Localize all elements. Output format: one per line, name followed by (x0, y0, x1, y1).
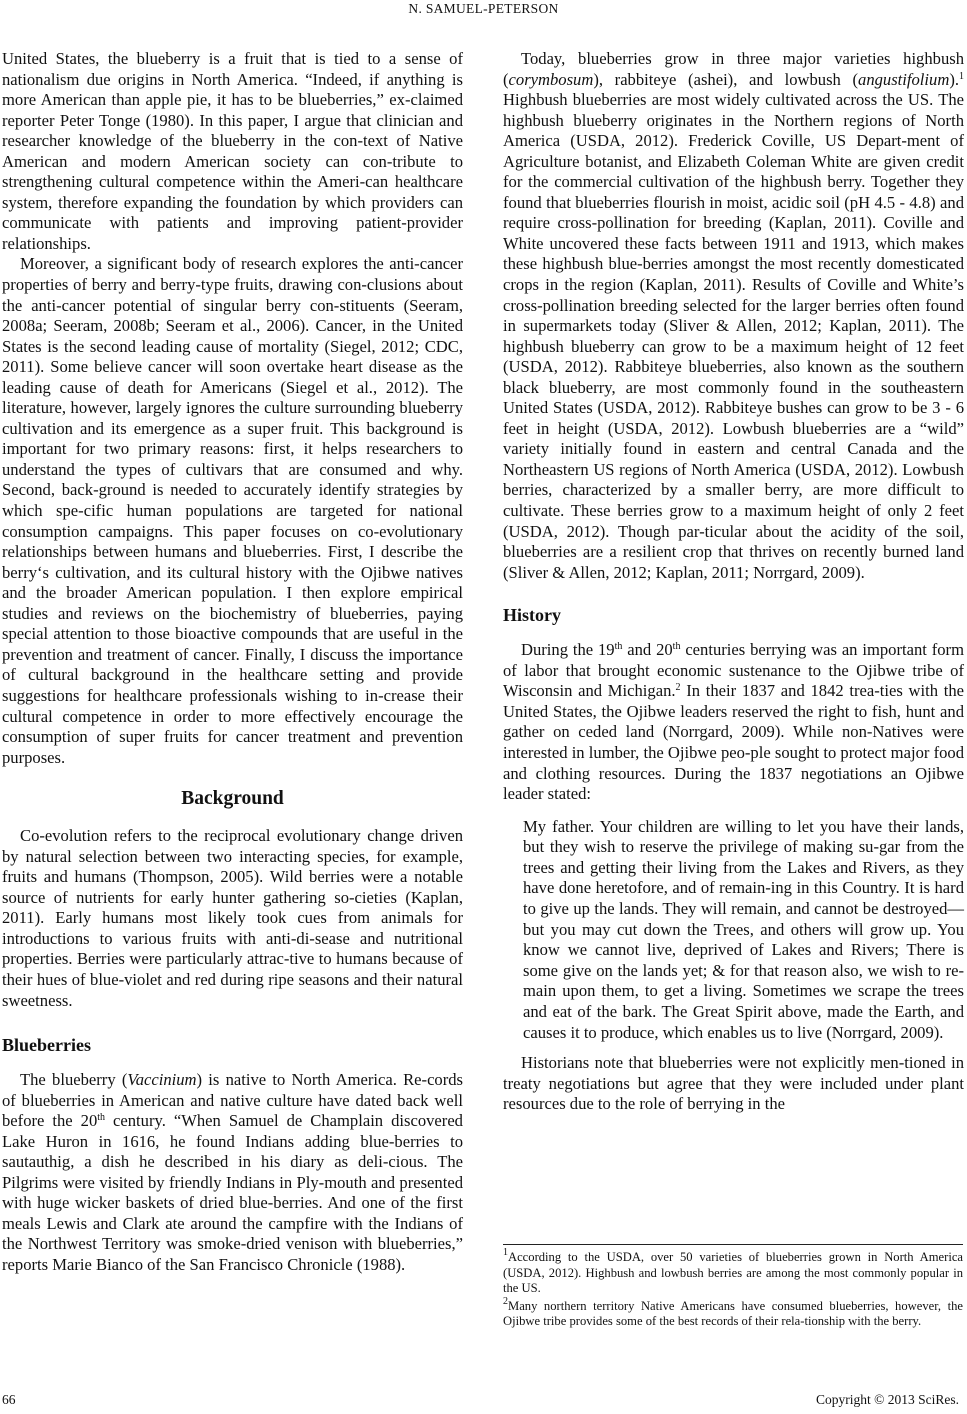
blueberry-history-paragraph: The blueberry (Vaccinium) is native to North America. Re-cords of blueberries in American and native culture have dated back well before the 20th century. “When Samuel de Champlain discovered Lake Huron in 1616, he found Indians adding blue-berries to sautauthig, a dish he described in his diary as deli-cious. The Pilgrims were visited by friendly Indians in Ply-mouth and presented with huge wicker baskets of dried blue-berries. And one of the first meals Lewis and Clark ate around the campfire with the Indians of the Northwest Territory was smoke-dried venison with blueberries,” reports Marie Bianco of the San Francisco Chronicle (1988). (2, 1070, 464, 1274)
history-heading: History (503, 605, 561, 626)
blueberries-heading: Blueberries (2, 1035, 91, 1056)
footnotes (503, 1247, 963, 1330)
copyright-notice: Copyright © 2013 SciRes. (815, 1392, 959, 1407)
left-column (2, 49, 463, 1276)
footnote-marker-1: 1 (959, 70, 964, 82)
footnote-divider (503, 1244, 963, 1245)
right-column (503, 49, 964, 1115)
anti-cancer-paragraph: Moreover, a significant body of research explores the anti-cancer properties of berry and berry-type fruits, drawing con-clusions about the anti-cancer potential of singular berry con-stituents (Seeram, 2008a; Seeram, 2008b; Seeram et al., 2006). Cancer, in the United States is the second leading cause of mortality (Siegel, 2012; CDC, 2011). Some believe cancer will soon overtake heart disease as the leading cause of death for Americans (Siegel et al., 2012). The literature, however, largely ignores the culture surrounding blueberry cultivation and its emergence as a super fruit. This background is important for two primary reasons: first, it helps researchers to understand the types of cultivars that are consumed and why. Second, back-ground is needed to accurately identify strategies by which spe-cific human populations are targeted for national consumption campaigns. This paper focuses on co-evolutionary relationships between humans and blueberries. First, I describe the berry‘s cultivation, and its cultural history with the Ojibwe natives and the broader American population. I then explore empirical studies and reviews on the biochemistry of blueberries, paying special attention to those bioactive compounds that are useful in the prevention and treatment of cancer. Finally, I discuss the importance of cultural background in the healthcare setting and provide suggestions for healthcare professionals wishing to in-crease their cultural competence in order to more effectively encourage the consumption of super fruits for cancer treatment and prevention purposes. (2, 254, 463, 767)
page-number: 66 (2, 1392, 16, 1407)
background-heading: Background (181, 788, 284, 810)
footnote-2: $^2$Many northern territory Native Americans have consumed blueberries, however, the Ojibwe tribe provides some of the best records of their rela-tionship with the berry. (503, 1295, 963, 1329)
varieties-paragraph: Today, blueberries grow in three major varieties highbush (corymbosum), rabbiteye (ashei), and lowbush (angustifolium).$^1$ Highbush blueberries are most widely cultivated across the US. The highbush blueberry originates in the Northern regions of North America (USDA, 2012). Frederick Coville, US Depart-ment of Agriculture botanist, and Elizabeth Coleman White are given credit for the commercial cultivation of the highbush berry. Together they found that blueberries flourish in moist, acidic soil (pH 4.5 - 4.8) and require cross-pollination for breeding (Kaplan, 2011). Coville and White uncovered these facts between 1911 and 1913, which makes these highbush blue-berries amongst the most recently domesticated crops in the region (Kaplan, 2011). Results of Coville and White’s cross-pollination breeding selected for the larger berries often found in supermarkets today (Sliver & Allen, 2012; Kaplan, 2011). The highbush blueberry can grow to be a maximum height of 12 feet (USDA, 2012). Rabbiteye blueberries, also known as the southern black blueberry, are most commonly found in the southeastern United States (USDA, 2012). Rabbiteye bushes can grow to be 3 - 6 feet in height (USDA, 2012). Lowbush blueberries are a “wild” variety initially found in eastern and central Canada and the Northeastern US regions of North America (USDA, 2012). Lowbush berries, characterized by a smaller berry, are more difficult to cultivate. These berries grow to a maximum height of only 2 feet (USDA, 2012). Though par-ticular about the acidity of the soil, blueberries are a resilient crop that thrives on recently burned land (Sliver & Allen, 2012; Kaplan, 2011; Norrgard, 2009). (503, 49, 964, 582)
running-head: N. SAMUEL-PETERSON (408, 1, 559, 16)
ojibwe-leader-quote: My father. Your children are willing to let you have their lands, but they wish to reserve the privilege of making su-gar from the trees and getting their living from the Lakes and Rivers, as they have done heretofore, and of remain-ing in this Country. It is hard to give up the lands. They will remain, and cannot be destroyed—but you may cut down the Trees, and others will grow up. You know we cannot live, deprived of Lakes and Rivers; There is some give on the lands yet; & for that reason also, we wish to re-main upon them, to get a living. Sometimes we scrape the trees and eat of the bark. The Great Spirit above, made the Earth, and causes it to produce, which enables us to live (Norrgard, 2009). (523, 816, 964, 1042)
footnote-marker-2: 2 (675, 682, 681, 694)
treaty-paragraph: Historians note that blueberries were not explicitly men-tioned in treaty negotiations but agree that they were included under plant resources due to the role of berrying in the (503, 1053, 964, 1114)
genus-name: Vaccinium (127, 1070, 197, 1090)
ojibwe-paragraph: During the 19th and 20th centuries berrying was an important form of labor that brought economic sustenance to the Ojibwe tribe of Wisconsin and Michigan.$^2$ In their 1837 and 1842 trea-ties with the United States, the Ojibwe leaders reserved the right to fish, hunt and gather on ceded land (Norrgard, 2009). While non-Natives were interested in lumber, the Ojibwe peo-ple sought to protect major food and clothing resources. During the 1837 negotiations an Ojibwe leader stated: (503, 640, 965, 804)
block-quote (523, 817, 964, 1044)
footnote-1: $^1$According to the USDA, over 50 varieties of blueberries grown in North America (USDA, 2012). Highbush and lowbush berries are among the most commonly popular in the US. (503, 1247, 963, 1296)
co-evolution-paragraph: Co-evolution refers to the reciprocal evolutionary change driven by natural selection between two interacting species, for example, fruits and humans (Thompson, 2005). Wild berries were a notable source of nutrients for early hunter gathering so-cieties (Kaplan, 2011). Early humans most likely took cues from animals for introductions to various fruits with anti-di-sease and nutritional properties. Berries were particularly attrac-tive to humans because of their hues of blue-violet and red during ripe seasons and their natural sweetness. (2, 826, 463, 1010)
intro-paragraph-continued: United States, the blueberry is a fruit that is tied to a sense of nationalism due origins in North America. “Indeed, if anything is more American than apple pie, it has to be blueberries,” ex-claimed reporter Peter Tonge (1980). In this paper, I argue that clinician and researcher knowledge of the blueberry in the con-text of Native American and modern American society can con-tribute to strengthening cultural competence within the Ameri-can healthcare system, therefore expanding the foundation by which providers can communicate with patients and improving patient-provider relationships. (2, 49, 463, 253)
